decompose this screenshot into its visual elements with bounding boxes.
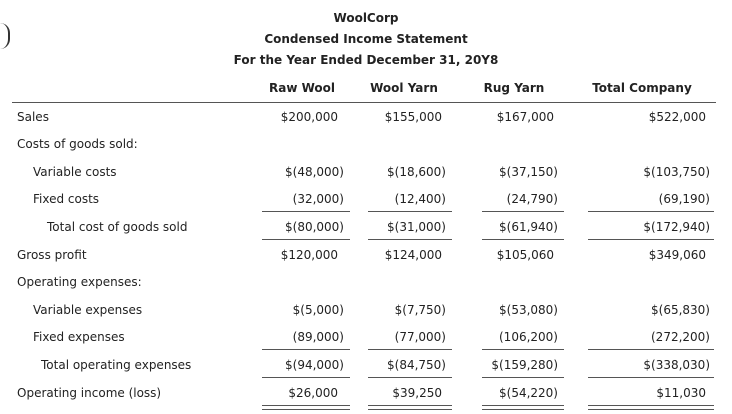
rule-gross-raw-wool <box>262 239 350 240</box>
rule-gross-rug-yarn <box>482 239 564 240</box>
cell-total-opex-wool-yarn: $(84,750) <box>387 358 446 372</box>
rule-opex-total <box>588 349 714 350</box>
cell-fixed-expenses-wool-yarn: (77,000) <box>394 330 446 344</box>
cell-fixed-costs-wool-yarn: (12,400) <box>394 192 446 206</box>
cell-variable-costs-raw-wool: $(48,000) <box>285 165 344 179</box>
rule-opex-rug-yarn <box>482 349 564 350</box>
cell-total-opex-rug-yarn: $(159,280) <box>491 358 558 372</box>
row-label-costs-of-goods-sold: Costs of goods sold: <box>17 137 138 151</box>
cell-operating-income-total: $11,030 <box>656 386 706 400</box>
rule-income-raw-wool <box>262 377 350 378</box>
cell-sales-rug-yarn: $167,000 <box>496 110 554 124</box>
rule-opex-raw-wool <box>262 349 350 350</box>
cell-variable-costs-total: $(103,750) <box>643 165 710 179</box>
double-rule-total <box>588 405 714 410</box>
rule-cogs-rug-yarn <box>482 211 564 212</box>
cell-gross-profit-total: $349,060 <box>648 248 706 262</box>
cell-variable-costs-wool-yarn: $(18,600) <box>387 165 446 179</box>
cell-fixed-costs-rug-yarn: (24,790) <box>506 192 558 206</box>
rule-cogs-wool-yarn <box>368 211 452 212</box>
statement-period: For the Year Ended December 31, 20Y8 <box>233 53 499 67</box>
cell-total-cogs-rug-yarn: $(61,940) <box>499 220 558 234</box>
rule-opex-wool-yarn <box>368 349 452 350</box>
cell-variable-expenses-total: $(65,830) <box>651 303 710 317</box>
row-label-sales: Sales <box>17 110 49 124</box>
column-header-total-company: Total Company <box>592 81 692 95</box>
cell-variable-expenses-wool-yarn: $(7,750) <box>394 303 446 317</box>
rule-cogs-raw-wool <box>262 211 350 212</box>
rule-income-total <box>588 377 714 378</box>
cell-variable-costs-rug-yarn: $(37,150) <box>499 165 558 179</box>
cell-fixed-expenses-total: (272,200) <box>651 330 710 344</box>
column-header-wool-yarn: Wool Yarn <box>370 81 438 95</box>
row-label-operating-income: Operating income (loss) <box>17 386 162 400</box>
cell-fixed-expenses-rug-yarn: (106,200) <box>499 330 558 344</box>
row-label-total-operating-expenses: Total operating expenses <box>41 358 192 372</box>
cell-operating-income-rug-yarn: $(54,220) <box>499 386 558 400</box>
cell-operating-income-wool-yarn: $39,250 <box>392 386 442 400</box>
row-label-operating-expenses: Operating expenses: <box>17 275 142 289</box>
cell-total-opex-raw-wool: $(94,000) <box>285 358 344 372</box>
cell-total-cogs-raw-wool: $(80,000) <box>285 220 344 234</box>
cell-total-opex-total: $(338,030) <box>643 358 710 372</box>
column-header-raw-wool: Raw Wool <box>268 81 335 95</box>
cell-fixed-costs-total: (69,190) <box>658 192 710 206</box>
company-name: WoolCorp <box>333 11 399 25</box>
rule-gross-total <box>588 239 714 240</box>
row-label-variable-costs: Variable costs <box>33 165 117 179</box>
cell-variable-expenses-rug-yarn: $(53,080) <box>499 303 558 317</box>
row-label-variable-expenses: Variable expenses <box>33 303 143 317</box>
double-rule-wool-yarn <box>368 405 452 410</box>
cell-gross-profit-wool-yarn: $124,000 <box>384 248 442 262</box>
cell-sales-wool-yarn: $155,000 <box>384 110 442 124</box>
rule-gross-wool-yarn <box>368 239 452 240</box>
cell-total-cogs-wool-yarn: $(31,000) <box>387 220 446 234</box>
cell-fixed-costs-raw-wool: (32,000) <box>292 192 344 206</box>
rule-income-rug-yarn <box>482 377 564 378</box>
rule-income-wool-yarn <box>368 377 452 378</box>
row-label-total-cost-of-goods-sold: Total cost of goods sold <box>47 220 188 234</box>
statement-title: Condensed Income Statement <box>264 32 468 46</box>
row-label-fixed-expenses: Fixed expenses <box>33 330 125 344</box>
row-label-fixed-costs: Fixed costs <box>33 192 100 206</box>
double-rule-raw-wool <box>262 405 350 410</box>
cell-operating-income-raw-wool: $26,000 <box>288 386 338 400</box>
cell-variable-expenses-raw-wool: $(5,000) <box>292 303 344 317</box>
cell-gross-profit-raw-wool: $120,000 <box>280 248 338 262</box>
rule-cogs-total <box>588 211 714 212</box>
cell-fixed-expenses-raw-wool: (89,000) <box>292 330 344 344</box>
cell-sales-total: $522,000 <box>648 110 706 124</box>
column-header-rug-yarn: Rug Yarn <box>483 81 545 95</box>
cell-gross-profit-rug-yarn: $105,060 <box>496 248 554 262</box>
cell-sales-raw-wool: $200,000 <box>280 110 338 124</box>
double-rule-rug-yarn <box>482 405 564 410</box>
header-rule <box>12 102 716 103</box>
row-label-gross-profit: Gross profit <box>17 248 87 262</box>
cell-total-cogs-total: $(172,940) <box>643 220 710 234</box>
